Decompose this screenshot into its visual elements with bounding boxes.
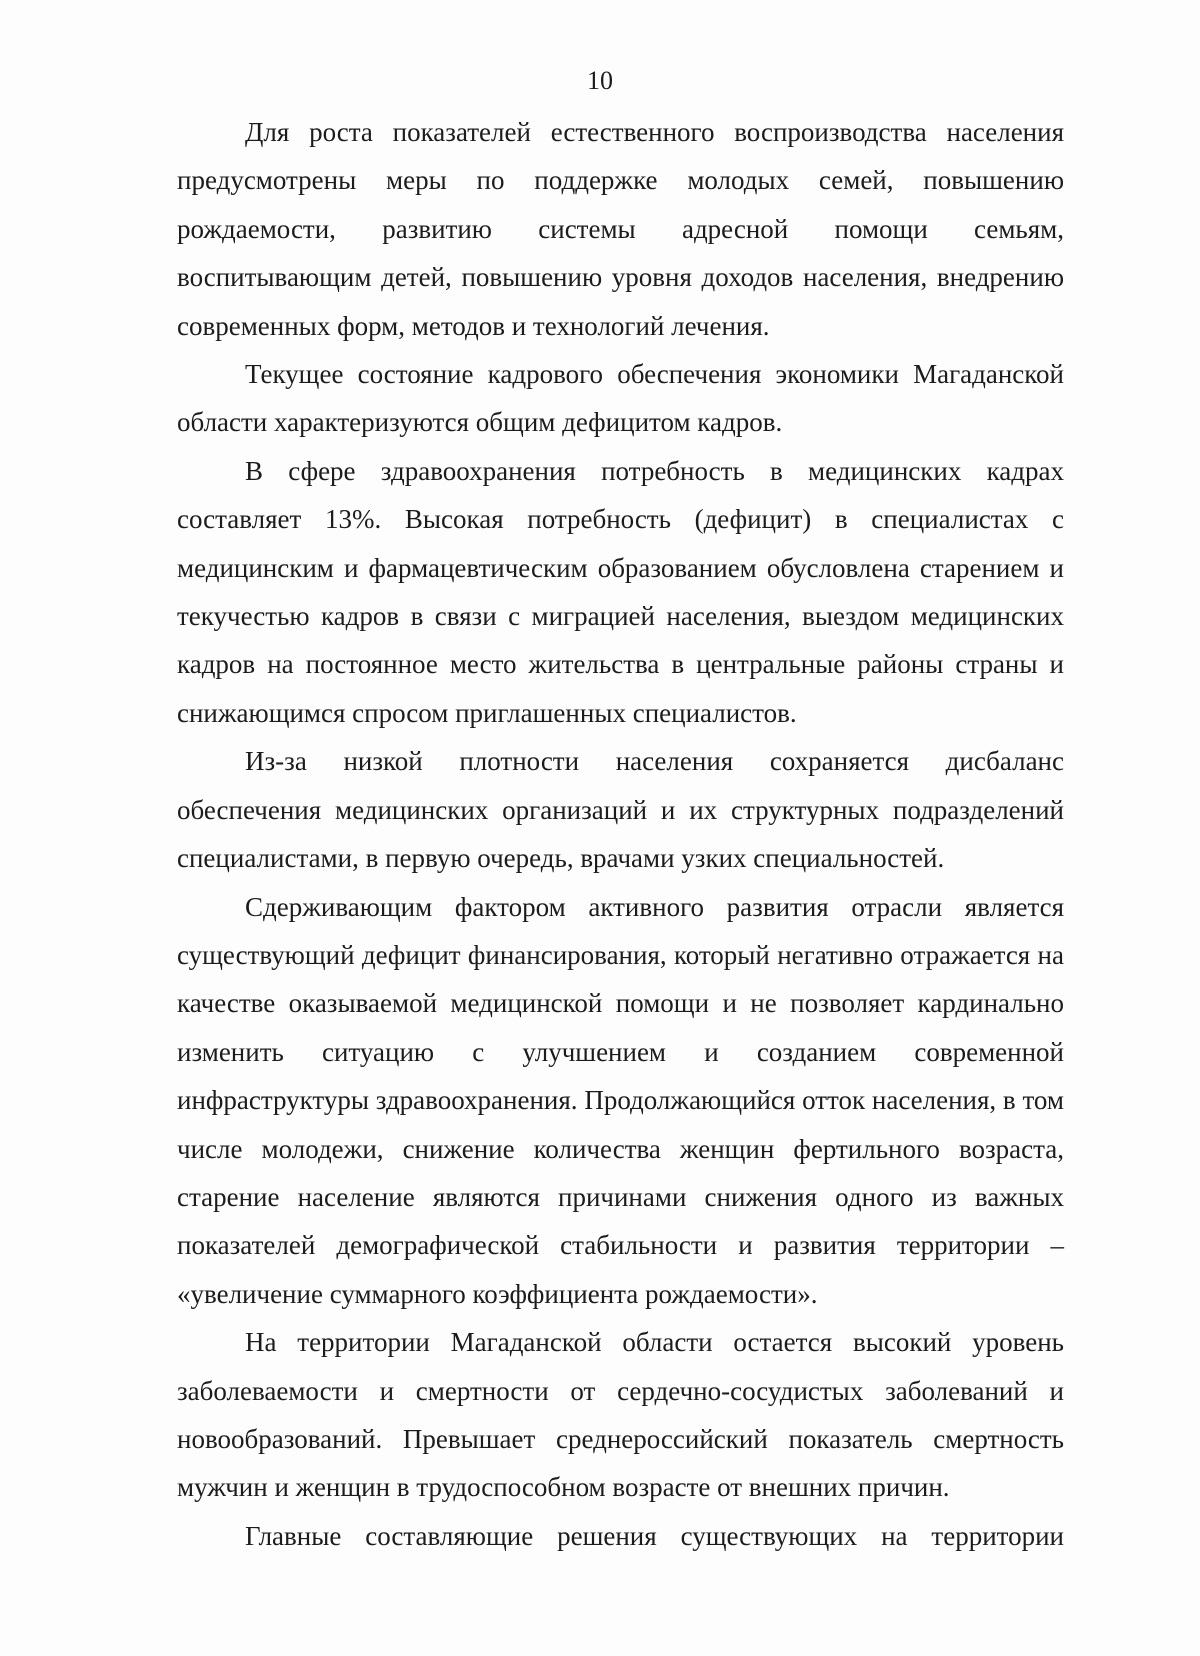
paragraph-main-components: Главные составляющие решения существующих на территории	[245, 1520, 1064, 1551]
paragraph-reproduction-measures: Для роста показателей естественного воспроизводства населения предусмотрены меры по поддержке молодых семей, повышению рождаемости, развитию системы адресной помощи семьям, воспитывающим детей, повышению уровня доходов населения, внедрению современных форм, методов и технологий лечения.	[177, 117, 1064, 341]
page-number: 10	[587, 66, 613, 95]
paragraph-healthcare-staff-need: В сфере здравоохранения потребность в медицинских кадрах составляет 13%. Высокая потребность (дефицит) в специалистах с медицинским и фармацевтическим образованием обусловлена старением и текучестью кадров в связи с миграцией населения, выездом медицинских кадров на постоянное место жительства в центральные районы страны и снижающимся спросом приглашенных специалистов.	[177, 455, 1064, 728]
paragraph-funding-deficit: Сдерживающим фактором активного развития отрасли является существующий дефицит финансирования, который негативно отражается на качестве оказываемой медицинской помощи и не позволяет кардинально изменить ситуацию с улучшением и созданием современной инфраструктуры здравоохранения. Продолжающийся отток населения, в том числе молодежи, снижение количества женщин фертильного возраста, старение население являются причинами снижения одного из важных показателей демографической стабильности и развития территории – «увеличение суммарного коэффициента рождаемости».	[177, 891, 1064, 1309]
paragraph-staffing-deficit: Текущее состояние кадрового обеспечения экономики Магаданской области характеризуются общим дефицитом кадров.	[177, 359, 1064, 438]
paragraph-morbidity-mortality: На территории Магаданской области остается высокий уровень заболеваемости и смертности от сердечно-сосудистых заболеваний и новообразований. Превышает среднероссийский показатель смертность мужчин и женщин в трудоспособном возрасте от внешних причин.	[177, 1327, 1064, 1503]
document-body	[177, 108, 1064, 1560]
paragraph-population-density: Из-за низкой плотности населения сохраняется дисбаланс обеспечения медицинских организаций и их структурных подразделений специалистами, в первую очередь, врачами узких специальностей.	[177, 746, 1064, 874]
